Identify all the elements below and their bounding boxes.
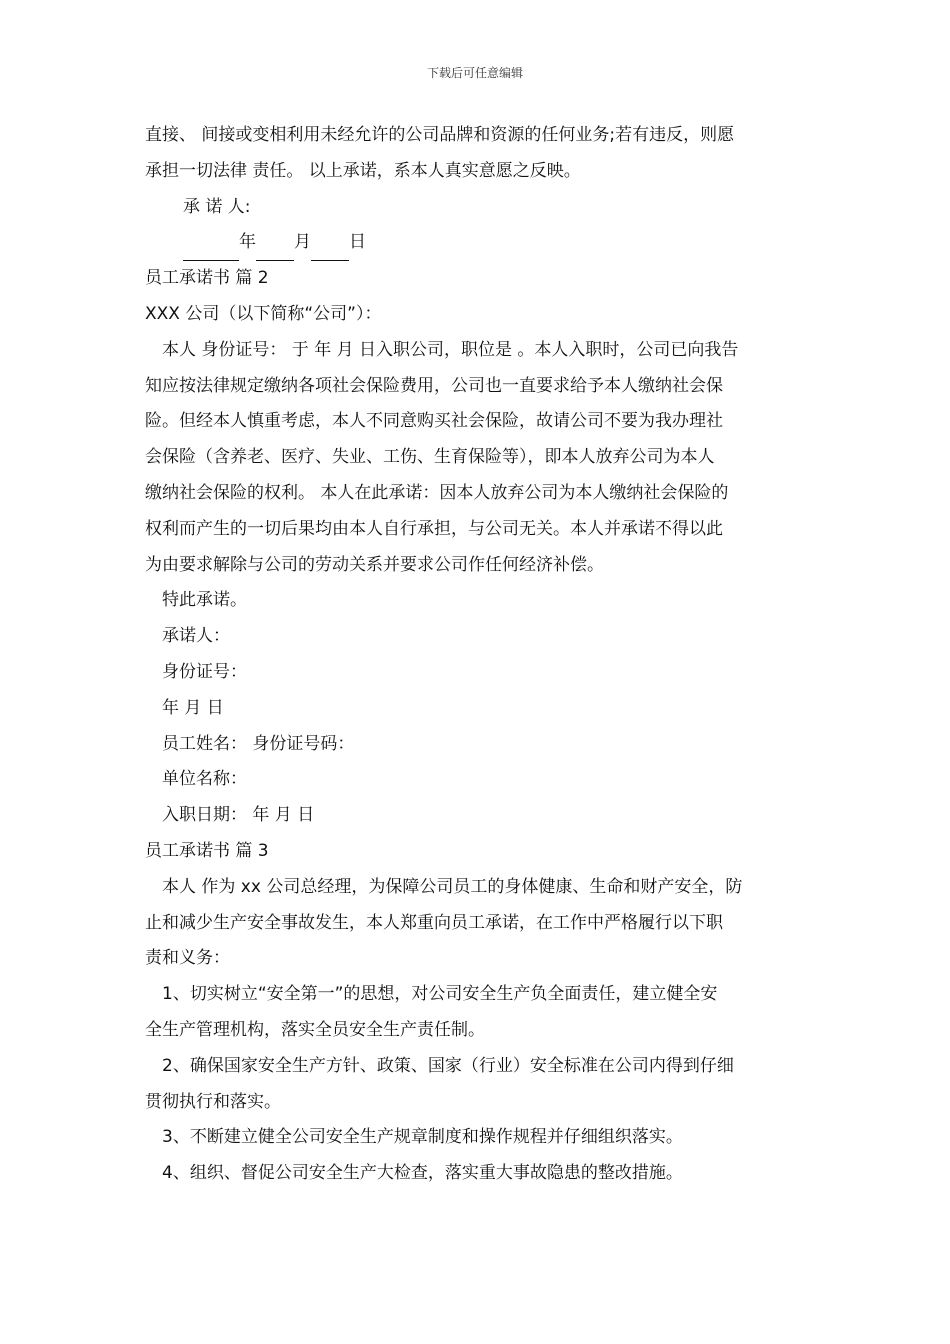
list-item: 4、组织、督促公司安全生产大检查，落实重大事故隐患的整改措施。 bbox=[162, 1163, 683, 1184]
text-line: 为由要求解除与公司的劳动关系并要求公司作任何经济补偿。 bbox=[145, 554, 604, 575]
text-line: 责和义务： bbox=[145, 948, 230, 969]
text-line: 权利而产生的一切后果均由本人自行承担，与公司无关。本人并承诺不得以此 bbox=[145, 518, 723, 539]
list-item: 1、切实树立“安全第一”的思想，对公司安全生产负全面责任，建立健全安 bbox=[162, 984, 718, 1005]
text-line: 止和减少生产安全事故发生，本人郑重向员工承诺，在工作中严格履行以下职 bbox=[145, 912, 723, 933]
page-header: 下载后可任意编辑 bbox=[426, 66, 523, 80]
text-line: 全生产管理机构，落实全员安全生产责任制。 bbox=[145, 1019, 485, 1040]
form-field-label: 承诺人： bbox=[162, 626, 230, 647]
form-field-label: 单位名称： bbox=[162, 769, 247, 790]
day-label: 日 bbox=[349, 232, 366, 253]
form-field-label: 年 月 日 bbox=[162, 697, 224, 718]
date-blank bbox=[256, 242, 294, 261]
list-item: 3、不断建立健全公司安全生产规章制度和操作规程并仔细组织落实。 bbox=[162, 1127, 683, 1148]
year-label: 年 bbox=[239, 232, 256, 253]
addressee: XXX 公司（以下简称“公司”）： bbox=[145, 303, 382, 324]
text-line: 缴纳社会保险的权利。 本人在此承诺：因本人放弃公司为本人缴纳社会保险的 bbox=[145, 482, 729, 503]
document-body bbox=[145, 118, 810, 1192]
section-title: 员工承诺书 篇 2 bbox=[145, 268, 269, 289]
text-line: 险。但经本人慎重考虑，本人不同意购买社会保险，故请公司不要为我办理社 bbox=[145, 411, 723, 432]
date-line bbox=[145, 225, 810, 261]
form-field-label: 身份证号： bbox=[162, 661, 247, 682]
text-line: 知应按法律规定缴纳各项社会保险费用，公司也一直要求给予本人缴纳社会保 bbox=[145, 375, 723, 396]
date-blank bbox=[183, 242, 239, 261]
text-line: 本人 身份证号： 于 年 月 日入职公司，职位是 。本人入职时，公司已向我告 bbox=[162, 339, 739, 360]
text-line: 特此承诺。 bbox=[162, 590, 247, 611]
text-line: 直接、 间接或变相利用未经允许的公司品牌和资源的任何业务;若有违反，则愿 bbox=[145, 125, 735, 145]
month-label: 月 bbox=[294, 232, 311, 253]
form-field-label: 员工姓名： 身份证号码： bbox=[162, 733, 355, 754]
text-line: 承担一切法律 责任。 以上承诺，系本人真实意愿之反映。 bbox=[145, 160, 581, 181]
signature-label: 承 诺 人: bbox=[183, 196, 251, 217]
text-line: 本人 作为 xx 公司总经理，为保障公司员工的身体健康、生命和财产安全，防 bbox=[162, 876, 743, 897]
section-title: 员工承诺书 篇 3 bbox=[145, 840, 269, 861]
text-line: 贯彻执行和落实。 bbox=[145, 1091, 281, 1112]
date-blank bbox=[311, 242, 349, 261]
list-item: 2、确保国家安全生产方针、政策、国家（行业）安全标准在公司内得到仔细 bbox=[162, 1055, 734, 1076]
text-line: 会保险（含养老、医疗、失业、工伤、生育保险等），即本人放弃公司为本人 bbox=[145, 447, 715, 468]
form-field-label: 入职日期： 年 月 日 bbox=[162, 805, 315, 826]
